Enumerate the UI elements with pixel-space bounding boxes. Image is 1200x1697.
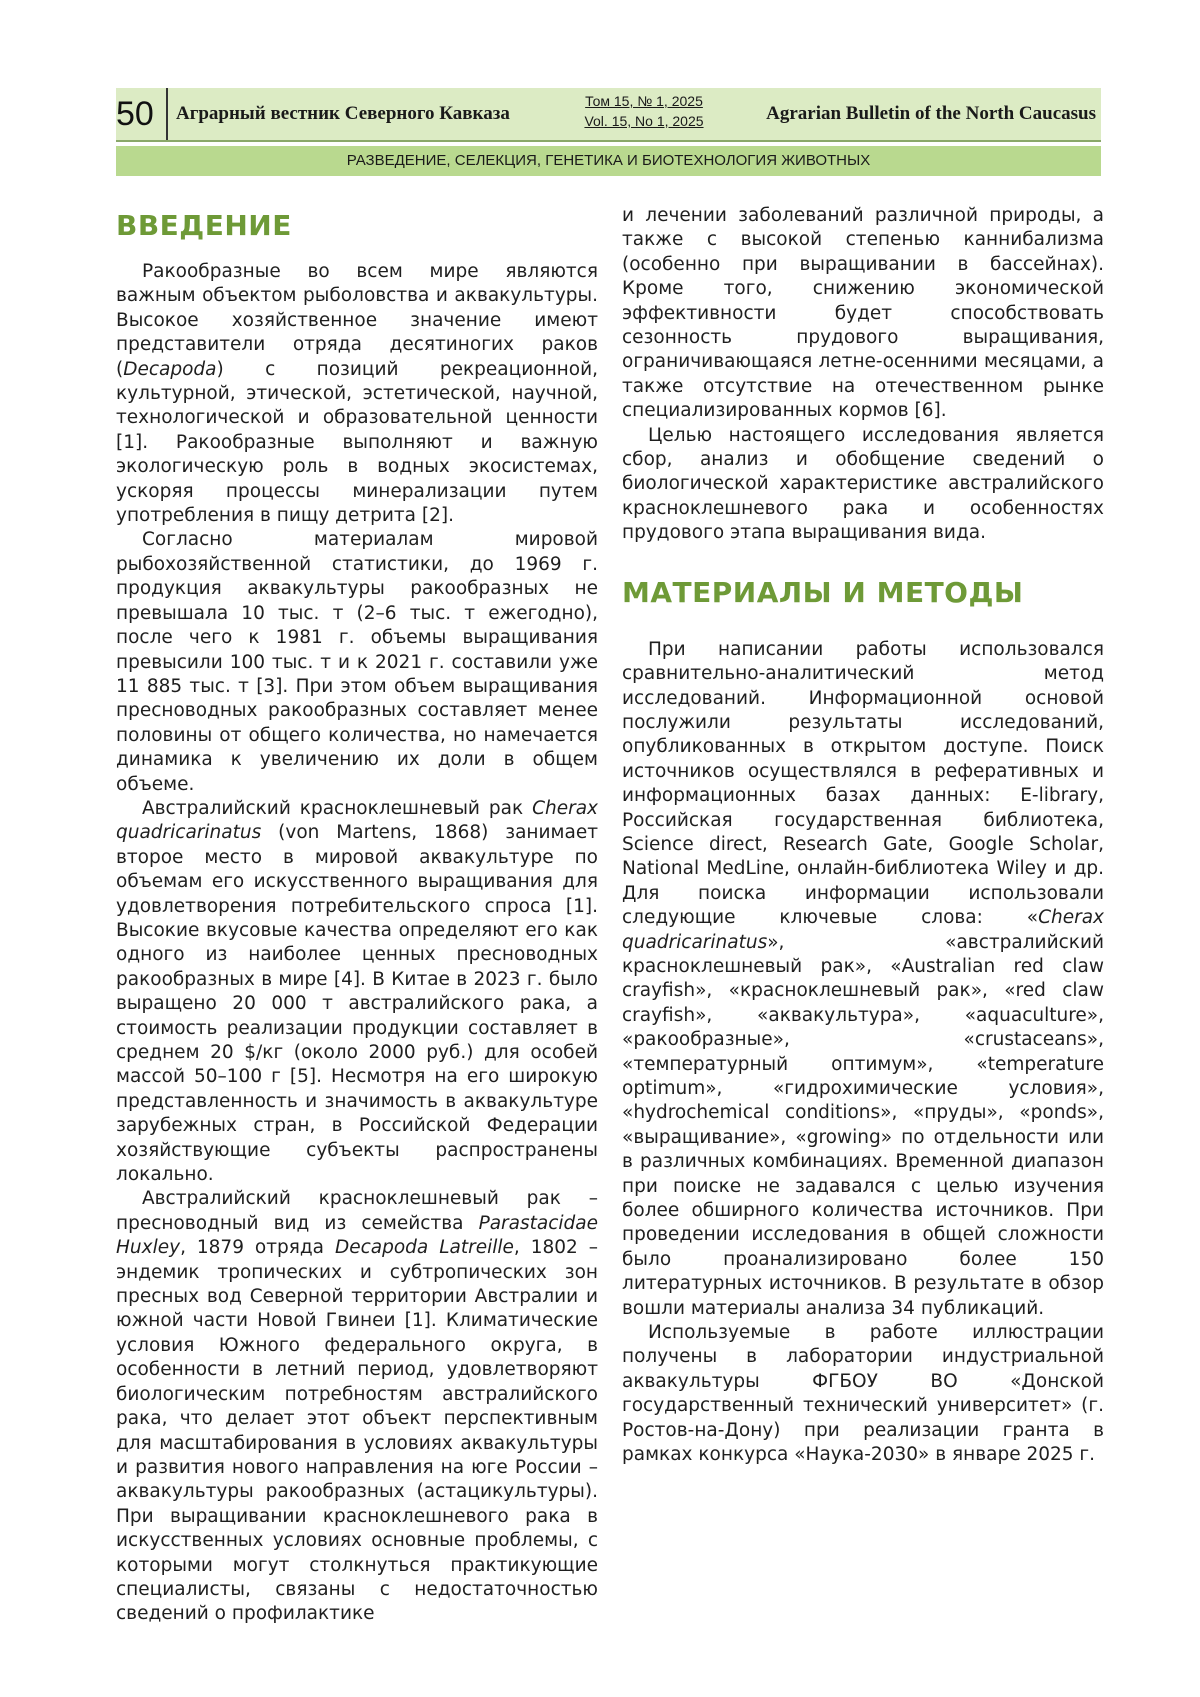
intro-paragraph-4-continued: и лечении заболеваний различной природы, а также с высокой степенью каннибализма (особенно при выращивании в бассейнах). Кроме того, снижению экономической эффективности будет способствовать сезонность прудового выращивания, ограничивающаяся летне-осенними месяцами, а также отсутствие на отечественном рынке специализированных кормов [6]. — [622, 205, 1104, 422]
volume-en: Vol. 15, No 1, 2025 — [584, 113, 704, 129]
journal-title-ru: Аграрный вестник Северного Кавказа — [176, 103, 510, 124]
intro-paragraph-4: Австралийский красноклешневый рак – пресноводный вид из семейства Parastacidae Huxley, 1879 отряда Decapoda Latreille, 1802 – эндемик тропических и субтропических зон пресных вод Северной территории Австралии и южной части Новой Гвинеи [1]. Климатические условия Южного федерального округа, в особенности в летний период, удовлетворяют биологическим потребностям австралийского рака, что делает этот объект перспективным для масштабирования в условиях аквакультуры и развития нового направления на юге России – аквакультуры ракообразных (астацикультуры). При выращивании красноклешневого рака в искусственных условиях основные проблемы, с которыми могут столкнуться практикующие специалисты, связаны с недостаточностью сведений о профилактике — [116, 1188, 598, 1625]
intro-paragraph-3: Австралийский красноклешневый рак Cherax quadricarinatus (von Martens, 1868) занимает второе место в мировой аквакультуре по объемам его искусственного выращивания для удовлетворения потребительского спроса [1]. Высокие вкусовые качества определяют его как одного из наиболее ценных пресноводных ракообразных в мире [4]. В Китае в 2023 г. было выращено 20 000 т австралийского рака, а стоимость реализации продукции составляет в среднем 20 $/кг (около 2000 руб.) для особей массой 50–100 г [5]. Несмотря на его широкую представленность и значимость в аквакультуре зарубежных стран, в Российской Федерации хозяйствующие субъекты распространены локально. — [116, 797, 598, 1186]
intro-paragraph-1: Ракообразные во всем мире являются важным объектом рыболовства и аквакультуры. Высокое хозяйственное значение имеют представители отряда десятиногих раков (Decapoda) с позиций рекреационной, культурной, этической, эстетической, научной, технологической и образовательной ценности [1]. Ракообразные выполняют и важную экологическую роль в водных экосистемах, ускоряя процессы минерализации путем употребления в пищу детрита [2]. — [116, 261, 598, 527]
page-number: 50 — [116, 95, 154, 133]
methods-paragraph-2: Используемые в работе иллюстрации получены в лаборатории индустриальной аквакультуры ФГБОУ ВО «Донской государственный технический университет» (г. Ростов-на-Дону) при реализации гранта в рамках конкурса «Наука-2030» в январе 2025 г. — [622, 1322, 1104, 1466]
intro-paragraph-2: Согласно материалам мировой рыбохозяйственной статистики, до 1969 г. продукция аквакультуры ракообразных не превышала 10 тыс. т (2–6 тыс. т ежегодно), после чего к 1981 г. объемы выращивания превысили 100 тыс. т и к 2021 г. составили уже 11 885 тыс. т [3]. При этом объем выращивания пресноводных ракообразных составляет менее половины от общего количества, но намечается динамика к увеличению их доли в общем объеме. — [116, 529, 598, 795]
section-title: РАЗВЕДЕНИЕ, СЕЛЕКЦИЯ, ГЕНЕТИКА И БИОТЕХНОЛОГИЯ ЖИВОТНЫХ — [116, 146, 1101, 176]
left-column — [116, 204, 598, 1627]
intro-heading: ВВЕДЕНИЕ — [116, 209, 292, 242]
journal-title-en: Agrarian Bulletin of the North Caucasus — [766, 103, 1096, 124]
right-column — [622, 204, 1104, 1468]
intro-paragraph-5: Целью настоящего исследования является сбор, анализ и обобщение сведений о биологической характеристике австралийского красноклешневого рака и особенностях прудового этапа выращивания вида. — [622, 424, 1104, 544]
methods-heading: МАТЕРИАЛЫ И МЕТОДЫ — [622, 575, 1024, 609]
volume-ru: Том 15, № 1, 2025 — [585, 93, 703, 109]
volume-info — [572, 91, 716, 137]
methods-paragraph-1: При написании работы использовался сравнительно-аналитический метод исследований. Информационной основой послужили результаты исследований, опубликованных в открытом доступе. Поиск источников осуществлялся в реферативных и информационных базах данных: E-library, Российская государственная библиотека, Science direct, Research Gate, Google Scholar, National MedLine, онлайн-библиотека Wiley и др. Для поиска информации использовали следующие ключевые слова: «Cherax quadricarinatus», «австралийский красноклешневый рак», «Australian red claw crayfish», «красноклешневый рак», «red claw crayfish», «аквакультура», «aquaculture», «ракообразные», «crustaceans», «температурный оптимум», «temperature optimum», «гидрохимические условия», «hydrochemical conditions», «пруды», «ponds», «выращивание», «growing» по отдельности или в различных комбинациях. Временной диапазон при поиске не задавался с целью изучения более обширного количества источников. При проведении исследования в общей сложности было проанализировано более 150 литературных источников. В результате в обзор вошли материалы анализа 34 публикаций. — [622, 638, 1104, 1319]
header-divider — [166, 88, 168, 140]
